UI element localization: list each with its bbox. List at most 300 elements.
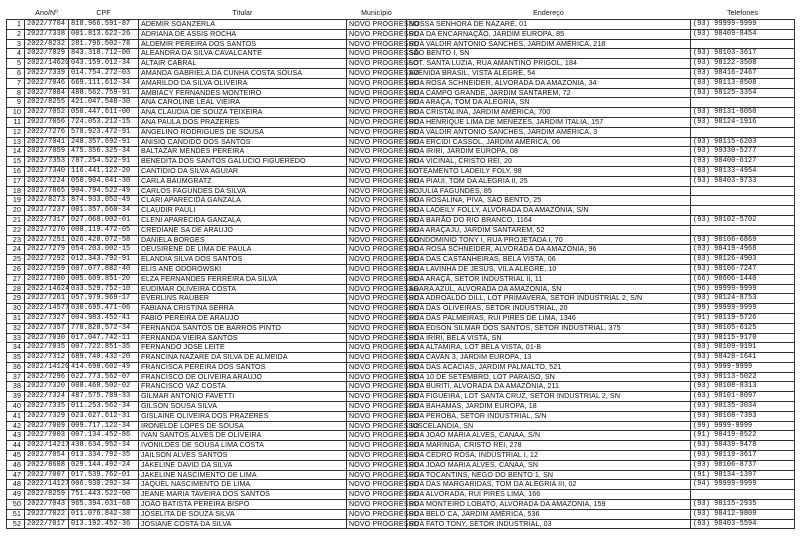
table-row <box>7 509 795 519</box>
telefones-cell: (93) 98428-1641 <box>691 353 795 363</box>
municipio-cell: NOVO PROGRESSO <box>347 343 407 353</box>
process-number: 2022/7035 <box>25 343 69 353</box>
process-number: 2022/7324 <box>25 392 69 402</box>
process-number: 2022/7292 <box>25 255 69 265</box>
titular-cell: CARLOS FAGUNDES DA SILVA <box>139 186 347 196</box>
titular-cell: IVONILDES DE SOUSA LIMA COSTA <box>139 441 347 451</box>
titular-cell: JAILSON ALVES SANTOS <box>139 451 347 461</box>
row-number: 39 <box>7 392 25 402</box>
municipio-cell: NOVO PROGRESSO <box>347 127 407 137</box>
cpf-cell: 009.717.122-34 <box>69 421 139 431</box>
table-row <box>7 392 795 402</box>
process-number: 2022/7056 <box>25 117 69 127</box>
endereco-cell: RUA ALVORADA, RUI PIRES LIMA, 166 <box>407 490 691 500</box>
process-number: 2022/7317 <box>25 215 69 225</box>
municipio-cell: NOVO PROGRESSO <box>347 235 407 245</box>
titular-cell: ALEANDRA DA SILVA CAVALCANTE <box>139 49 347 59</box>
municipio-cell: NOVO PROGRESSO <box>347 304 407 314</box>
beneficiary-list-sheet <box>6 8 794 529</box>
telefones-cell: (93) 98108-7393 <box>691 411 795 421</box>
telefones-cell: (93) 98403-9733 <box>691 176 795 186</box>
titular-cell: FRANCISCA PEREIRA DOS SANTOS <box>139 362 347 372</box>
municipio-cell: NOVO PROGRESSO <box>347 392 407 402</box>
titular-cell: JAKELINE NASCIMENTO DE LIMA <box>139 470 347 480</box>
endereco-cell: RUA CAVAN 3, JARDIM EUROPA, 13 <box>407 353 691 363</box>
endereco-cell: CONDOMINIO TONY I, RUA PROJETADA I, 70 <box>407 235 691 245</box>
municipio-cell: NOVO PROGRESSO <box>347 29 407 39</box>
table-row <box>7 39 795 49</box>
row-number: 16 <box>7 166 25 176</box>
row-number: 21 <box>7 215 25 225</box>
cpf-cell: 014.754.272-03 <box>69 68 139 78</box>
municipio-cell: NOVO PROGRESSO <box>347 500 407 510</box>
process-number: 2022/8608 <box>25 460 69 470</box>
table-row <box>7 98 795 108</box>
row-number: 35 <box>7 353 25 363</box>
endereco-cell: RUA DAS MARGARIDAS, TOM DA ALEGRIA III, 02 <box>407 480 691 490</box>
row-number: 9 <box>7 98 25 108</box>
titular-cell: JOSELITA DE SOUZA SILVA <box>139 509 347 519</box>
cpf-cell: 007.077.882-40 <box>69 264 139 274</box>
table-row <box>7 490 795 500</box>
telefones-cell: (93) 98124-8753 <box>691 294 795 304</box>
endereco-cell: AVENIDA BRASIL, VISTA ALEGRE, 54 <box>407 68 691 78</box>
cpf-cell: 007.722.851-35 <box>69 343 139 353</box>
titular-cell: ADEMIR SOANZERLA <box>139 20 347 30</box>
titular-cell: ALDEMIR PEREIRA DOS SANTOS <box>139 39 347 49</box>
telefones-cell: (93) 9999-9999 <box>691 362 795 372</box>
row-number: 27 <box>7 274 25 284</box>
titular-cell: CARLA BAUMGRATZ <box>139 176 347 186</box>
cpf-cell: 904.794.522-49 <box>69 186 139 196</box>
municipio-cell: NOVO PROGRESSO <box>347 147 407 157</box>
header-endereco: Endereço <box>407 8 691 20</box>
endereco-cell: RUA BARÃO DO RIO BRANCO, 1164 <box>407 215 691 225</box>
process-number: 2022/7224 <box>25 176 69 186</box>
process-number: 2022/7340 <box>25 166 69 176</box>
row-number: 1 <box>7 20 25 30</box>
titular-cell: GILMAR ANTONIO FAVETTI <box>139 392 347 402</box>
table-row <box>7 343 795 353</box>
row-number: 15 <box>7 157 25 167</box>
cpf-cell: 578.923.472-91 <box>69 127 139 137</box>
row-number: 26 <box>7 264 25 274</box>
telefones-cell: (93) 98126-4903 <box>691 255 795 265</box>
endereco-cell: RUA ALTAMIRA, LOT BELA VISTA, 01-B <box>407 343 691 353</box>
cpf-cell: 001.357.660-34 <box>69 206 139 216</box>
table-row <box>7 284 795 294</box>
cpf-cell: 057.979.969-17 <box>69 294 139 304</box>
telefones-cell: (93) 98125-3354 <box>691 88 795 98</box>
titular-cell: GILSON SOUSA SILVA <box>139 402 347 412</box>
titular-cell: GISLAINE OLIVEIRA DOS PRAZERES <box>139 411 347 421</box>
telefones-cell: (93) 98119-3617 <box>691 451 795 461</box>
cpf-cell: 843.318.712-00 <box>69 49 139 59</box>
titular-cell: ANA CAROLINE LEAL VIEIRA <box>139 98 347 108</box>
row-number: 38 <box>7 382 25 392</box>
titular-cell: ELANDIA SILVA DOS SANTOS <box>139 255 347 265</box>
cpf-cell: 023.627.612-31 <box>69 411 139 421</box>
table-row <box>7 88 795 98</box>
row-number: 30 <box>7 304 25 314</box>
table-row <box>7 176 795 186</box>
municipio-cell: NOVO PROGRESSO <box>347 421 407 431</box>
telefones-cell <box>691 186 795 196</box>
cpf-cell: 054.203.002-15 <box>69 245 139 255</box>
telefones-cell: (93) 98131-8050 <box>691 108 795 118</box>
process-number: 2022/7041 <box>25 137 69 147</box>
row-number: 22 <box>7 225 25 235</box>
municipio-cell: NOVO PROGRESSO <box>347 255 407 265</box>
telefones-cell <box>691 206 795 216</box>
endereco-cell: RUA DAS PALMEIRAS, RUI PIRES DE LIMA, 1346 <box>407 313 691 323</box>
table-header <box>7 8 795 20</box>
municipio-cell: NOVO PROGRESSO <box>347 431 407 441</box>
municipio-cell: NOVO PROGRESSO <box>347 59 407 69</box>
header-titular: Titular <box>139 8 347 20</box>
cpf-cell: 001.813.622-26 <box>69 29 139 39</box>
row-number: 36 <box>7 362 25 372</box>
titular-cell: AMBIACY FERNANDES MONTEIRO <box>139 88 347 98</box>
table-row <box>7 519 795 529</box>
process-number: 2022/14127 <box>25 480 69 490</box>
titular-cell: JEANE MARIA TAVEIRA DOS SANTOS <box>139 490 347 500</box>
titular-cell: BENEDITA DOS SANTOS GALUCIO FIGUEREDO <box>139 157 347 167</box>
endereco-cell: RUA BAHAMAS, JARDIM EUROPA, 18 <box>407 402 691 412</box>
process-number: 2022/7003 <box>25 431 69 441</box>
cpf-cell: 050.904.041-30 <box>69 176 139 186</box>
telefones-cell: (93) 98101-8097 <box>691 392 795 402</box>
row-number: 33 <box>7 333 25 343</box>
cpf-cell: 005.609.851-20 <box>69 274 139 284</box>
row-number: 8 <box>7 88 25 98</box>
row-number: 2 <box>7 29 25 39</box>
beneficiary-table <box>6 8 795 529</box>
process-number: 2022/7312 <box>25 353 69 363</box>
telefones-cell: (93) 98409-8454 <box>691 29 795 39</box>
process-number: 2022/14577 <box>25 304 69 314</box>
endereco-cell: ARARA AZUL, ALVORADA DA AMAZONIA, SN <box>407 284 691 294</box>
process-number: 2022/7296 <box>25 372 69 382</box>
endereco-cell: RUA ROSALINA, PIVA, SAO BENTO, 25 <box>407 196 691 206</box>
row-number: 40 <box>7 402 25 412</box>
row-number: 18 <box>7 186 25 196</box>
endereco-cell: RUA IRIRI, JARDIM EUROPA, 08 <box>407 147 691 157</box>
table-row <box>7 333 795 343</box>
titular-cell: CLENI APARECIDA GANZALA <box>139 215 347 225</box>
titular-cell: EVERLINS RAUBER <box>139 294 347 304</box>
municipio-cell: NOVO PROGRESSO <box>347 78 407 88</box>
table-row <box>7 460 795 470</box>
telefones-cell <box>691 225 795 235</box>
endereco-cell: RUA CAMPO GRANDE, JARDIM SANTAREM, 72 <box>407 88 691 98</box>
endereco-cell: R. JULIA FAGUNDES, 85 <box>407 186 691 196</box>
table-row <box>7 313 795 323</box>
endereco-cell: RUA DAS OLIVEIRAS, SETOR INDUSTRIAL, 20 <box>407 304 691 314</box>
process-number: 2022/7261 <box>25 294 69 304</box>
endereco-cell: RUA LADEILY FOLLY, ALVORADA DA AMAZÔNIA, S/N <box>407 206 691 216</box>
endereco-cell: NOSSA SENHORA DE NAZARÉ, 01 <box>407 20 691 30</box>
row-number: 45 <box>7 451 25 461</box>
titular-cell: DANIELA BORGES <box>139 235 347 245</box>
telefones-cell: (93) 98419-4968 <box>691 245 795 255</box>
telefones-cell: (93) 98103-3617 <box>691 49 795 59</box>
telefones-cell: (93) 98113-5022 <box>691 372 795 382</box>
titular-cell: DEUSIRENE DE LIMA DE PAULA <box>139 245 347 255</box>
row-number: 24 <box>7 245 25 255</box>
titular-cell: FABIANA CRISTINA SERRA <box>139 304 347 314</box>
table-row <box>7 255 795 265</box>
table-row <box>7 470 795 480</box>
row-number: 50 <box>7 500 25 510</box>
cpf-cell: 029.144.492-24 <box>69 460 139 470</box>
titular-cell: CREDIANE SA DE ARAUJO <box>139 225 347 235</box>
municipio-cell: NOVO PROGRESSO <box>347 176 407 186</box>
telefones-cell: (93) 98403-5594 <box>691 519 795 529</box>
process-number: 2022/7865 <box>25 186 69 196</box>
row-number: 6 <box>7 68 25 78</box>
header-cpf: CPF <box>69 8 139 20</box>
municipio-cell: NOVO PROGRESSO <box>347 480 407 490</box>
endereco-cell: RUA VALDIR ANTONIO SANCHES, JARDIM AMÉRICA, 3 <box>407 127 691 137</box>
table-row <box>7 59 795 69</box>
table-row <box>7 29 795 39</box>
cpf-cell: 116.441.122-20 <box>69 166 139 176</box>
cpf-cell: 770.828.572-34 <box>69 323 139 333</box>
process-number: 2022/7339 <box>25 68 69 78</box>
endereco-cell: RUA BURITI, ALVORADA DA AMAZÔNIA, 211 <box>407 382 691 392</box>
titular-cell: JAKELINE DAVID DA SILVA <box>139 460 347 470</box>
titular-cell: ALTAIR CABRAL <box>139 59 347 69</box>
municipio-cell: NOVO PROGRESSO <box>347 274 407 284</box>
process-number: 2022/7338 <box>25 29 69 39</box>
header-telefones: Telefones <box>691 8 795 20</box>
municipio-cell: NOVO PROGRESSO <box>347 411 407 421</box>
titular-cell: JOSIANE COSTA DA SILVA <box>139 519 347 529</box>
process-number: 2022/8232 <box>25 39 69 49</box>
telefones-cell: (96) 99999-9999 <box>691 284 795 294</box>
telefones-cell: (93) 98102-5702 <box>691 215 795 225</box>
process-number: 2022/7357 <box>25 323 69 333</box>
cpf-cell: 488.562.759-91 <box>69 88 139 98</box>
municipio-cell: NOVO PROGRESSO <box>347 362 407 372</box>
endereco-cell: RUA FATO TONY, SETOR INDUSTRIAL, 03 <box>407 519 691 529</box>
cpf-cell: 050.447.611-00 <box>69 108 139 118</box>
process-number: 2022/7029 <box>25 49 69 59</box>
endereco-cell: RUA TOCANTINS, NEGO DO BENTO 1, SN <box>407 470 691 480</box>
row-number: 48 <box>7 480 25 490</box>
telefones-cell: (93) 98105-6125 <box>691 323 795 333</box>
row-number: 34 <box>7 343 25 353</box>
table-row <box>7 215 795 225</box>
row-number: 14 <box>7 147 25 157</box>
row-number: 29 <box>7 294 25 304</box>
titular-cell: ANISIO CANDIDO DOS SANTOS <box>139 137 347 147</box>
telefones-cell: (93) 99330-5277 <box>691 147 795 157</box>
process-number: 2022/8259 <box>25 490 69 500</box>
endereco-cell: RUA ARAÇÁ, SETOR INDUSTRIAL II, 11 <box>407 274 691 284</box>
cpf-cell: 874.933.052-49 <box>69 196 139 206</box>
titular-cell: FERNANDA SANTOS DE BARROS PINTO <box>139 323 347 333</box>
municipio-cell: NOVO PROGRESSO <box>347 68 407 78</box>
row-number: 20 <box>7 206 25 216</box>
table-row <box>7 20 795 30</box>
row-number: 43 <box>7 431 25 441</box>
titular-cell: EUDIMAR OLIVEIRA COSTA <box>139 284 347 294</box>
titular-cell: ANA CLAUDIA DE SOUZA TEIXEIRA <box>139 108 347 118</box>
telefones-cell: (91) 98419-8522 <box>691 431 795 441</box>
municipio-cell: NOVO PROGRESSO <box>347 382 407 392</box>
endereco-cell: RUA MONTEIRO LOBATO, ALVORADA DA AMAZONIA, 159 <box>407 500 691 510</box>
titular-cell: FABIO PEREIRA DE ARAUJO <box>139 313 347 323</box>
titular-cell: AMARILDO DA SILVA OLIVEIRA <box>139 78 347 88</box>
endereco-cell: RUA MARINGA, CRISTO REI, 278 <box>407 441 691 451</box>
telefones-cell: (93) 98113-8508 <box>691 78 795 88</box>
row-number: 4 <box>7 49 25 59</box>
titular-cell: ADRIANA DE ASSIS ROCHA <box>139 29 347 39</box>
cpf-cell: 008.119.472-05 <box>69 225 139 235</box>
municipio-cell: NOVO PROGRESSO <box>347 186 407 196</box>
titular-cell: CLAUDIR PAULI <box>139 206 347 216</box>
endereco-cell: RUA ADROALDO DILL, LOT PRIMAVERA, SETOR INDUSTRIAL 2, S/N <box>407 294 691 304</box>
cpf-cell: 669.111.612-34 <box>69 78 139 88</box>
row-number: 31 <box>7 313 25 323</box>
telefones-cell: (93) 99999-9999 <box>691 20 795 30</box>
endereco-cell: RUA ERCIDI CASSOL, JARDIM AMÉRICA, 06 <box>407 137 691 147</box>
process-number: 2022/7320 <box>25 382 69 392</box>
table-body <box>7 20 795 529</box>
table-row <box>7 372 795 382</box>
process-number: 2022/7237 <box>25 206 69 216</box>
telefones-cell: (93) 98439-9478 <box>691 441 795 451</box>
process-number: 2022/14624 <box>25 284 69 294</box>
process-number: 2022/7335 <box>25 402 69 412</box>
row-number: 7 <box>7 78 25 88</box>
process-number: 2022/7030 <box>25 333 69 343</box>
row-number: 13 <box>7 137 25 147</box>
table-row <box>7 49 795 59</box>
table-row <box>7 323 795 333</box>
endereco-cell: RUA EDSON SILMAR DOS SANTOS, SETOR INDUSTRIAL, 375 <box>407 323 691 333</box>
telefones-cell: (93) 98106-6869 <box>691 235 795 245</box>
municipio-cell: NOVO PROGRESSO <box>347 313 407 323</box>
endereco-cell: LOT. SANTA LUZIA, RUA AMANTINO PRIGOL, 184 <box>407 59 691 69</box>
municipio-cell: NOVO PROGRESSO <box>347 215 407 225</box>
table-row <box>7 274 795 284</box>
row-number: 49 <box>7 490 25 500</box>
endereco-cell: RUA 10 DE SETEMBRO, LOT PARAISO, SN <box>407 372 691 382</box>
municipio-cell: NOVO PROGRESSO <box>347 264 407 274</box>
endereco-cell: RUA JOAO MARIA ALVES, CANAA, S/N <box>407 431 691 441</box>
municipio-cell: NOVO PROGRESSO <box>347 117 407 127</box>
telefones-cell: (94) 99999-9999 <box>691 480 795 490</box>
telefones-cell: (99) 99999-9999 <box>691 304 795 314</box>
table-row <box>7 157 795 167</box>
row-number: 12 <box>7 127 25 137</box>
process-number: 2022/7259 <box>25 264 69 274</box>
municipio-cell: NOVO PROGRESSO <box>347 284 407 294</box>
table-row <box>7 147 795 157</box>
telefones-cell: (93) 98412-9809 <box>691 509 795 519</box>
cpf-cell: 012.343.792-91 <box>69 255 139 265</box>
titular-cell: BALTAZAR MENDES PEREIRA <box>139 147 347 157</box>
titular-cell: ELIS ANE ODOROWSKI <box>139 264 347 274</box>
titular-cell: ANGELINO RODRIGUES DE SOUSA <box>139 127 347 137</box>
endereco-cell: RUA ROSA SCHNEIDER, ALVORADA DA AMAZONIA, 34 <box>407 78 691 88</box>
telefones-cell: (93) 98106-8737 <box>691 460 795 470</box>
table-row <box>7 78 795 88</box>
process-number: 2022/7054 <box>25 451 69 461</box>
table-row <box>7 294 795 304</box>
telefones-cell <box>691 196 795 206</box>
table-row <box>7 431 795 441</box>
telefones-cell: (93) 98122-3508 <box>691 59 795 69</box>
row-number: 47 <box>7 470 25 480</box>
cpf-cell: 475.356.325-34 <box>69 147 139 157</box>
cpf-cell: 027.068.002-01 <box>69 215 139 225</box>
municipio-cell: NOVO PROGRESSO <box>347 206 407 216</box>
titular-cell: ELZA FERNANDES FERREIRA DA SILVA <box>139 274 347 284</box>
municipio-cell: NOVO PROGRESSO <box>347 451 407 461</box>
table-row <box>7 108 795 118</box>
cpf-cell: 787.254.522-91 <box>69 157 139 167</box>
process-number: 2022/7279 <box>25 245 69 255</box>
municipio-cell: NOVO PROGRESSO <box>347 245 407 255</box>
row-number: 44 <box>7 441 25 451</box>
header-ano: Ano/Nº <box>25 8 69 20</box>
table-row <box>7 117 795 127</box>
row-number: 5 <box>7 59 25 69</box>
municipio-cell: NOVO PROGRESSO <box>347 402 407 412</box>
telefones-cell: (93) 98400-6127 <box>691 157 795 167</box>
municipio-cell: NOVO PROGRESSO <box>347 49 407 59</box>
table-row <box>7 362 795 372</box>
row-number: 17 <box>7 176 25 186</box>
table-row <box>7 166 795 176</box>
process-number: 2022/7353 <box>25 157 69 167</box>
cpf-cell: 414.698.602-49 <box>69 362 139 372</box>
endereco-cell: JUSCELANDIA, SN <box>407 421 691 431</box>
process-number: 2022/7052 <box>25 108 69 118</box>
cpf-cell: 030.695.471-06 <box>69 304 139 314</box>
cpf-cell: 013.192.452-36 <box>69 519 139 529</box>
process-number: 2022/7017 <box>25 519 69 529</box>
municipio-cell: NOVO PROGRESSO <box>347 137 407 147</box>
municipio-cell: NOVO PROGRESSO <box>347 323 407 333</box>
table-row <box>7 402 795 412</box>
cpf-cell: 033.529.752-10 <box>69 284 139 294</box>
municipio-cell: NOVO PROGRESSO <box>347 98 407 108</box>
telefones-cell: (66) 98606-1440 <box>691 274 795 284</box>
municipio-cell: NOVO PROGRESSO <box>347 460 407 470</box>
telefones-cell: (93) 98133-4954 <box>691 166 795 176</box>
process-number: 2022/7043 <box>25 500 69 510</box>
telefones-cell: (93) 98108-8313 <box>691 382 795 392</box>
table-row <box>7 382 795 392</box>
process-number: 2022/7280 <box>25 274 69 284</box>
cpf-cell: 017.539.762-01 <box>69 470 139 480</box>
endereco-cell: LOTEAMENTO LADEILY FOLY, 98 <box>407 166 691 176</box>
row-number: 37 <box>7 372 25 382</box>
table-row <box>7 235 795 245</box>
municipio-cell: NOVO PROGRESSO <box>347 108 407 118</box>
table-row <box>7 500 795 510</box>
row-number: 28 <box>7 284 25 294</box>
telefones-cell <box>691 490 795 500</box>
table-row <box>7 304 795 314</box>
endereco-cell: RUA HENRIQUE LIMA DE MENEZES, JARDIM ITALIA, 157 <box>407 117 691 127</box>
endereco-cell: RUA IRIRI, BELA VISTA, SN <box>407 333 691 343</box>
